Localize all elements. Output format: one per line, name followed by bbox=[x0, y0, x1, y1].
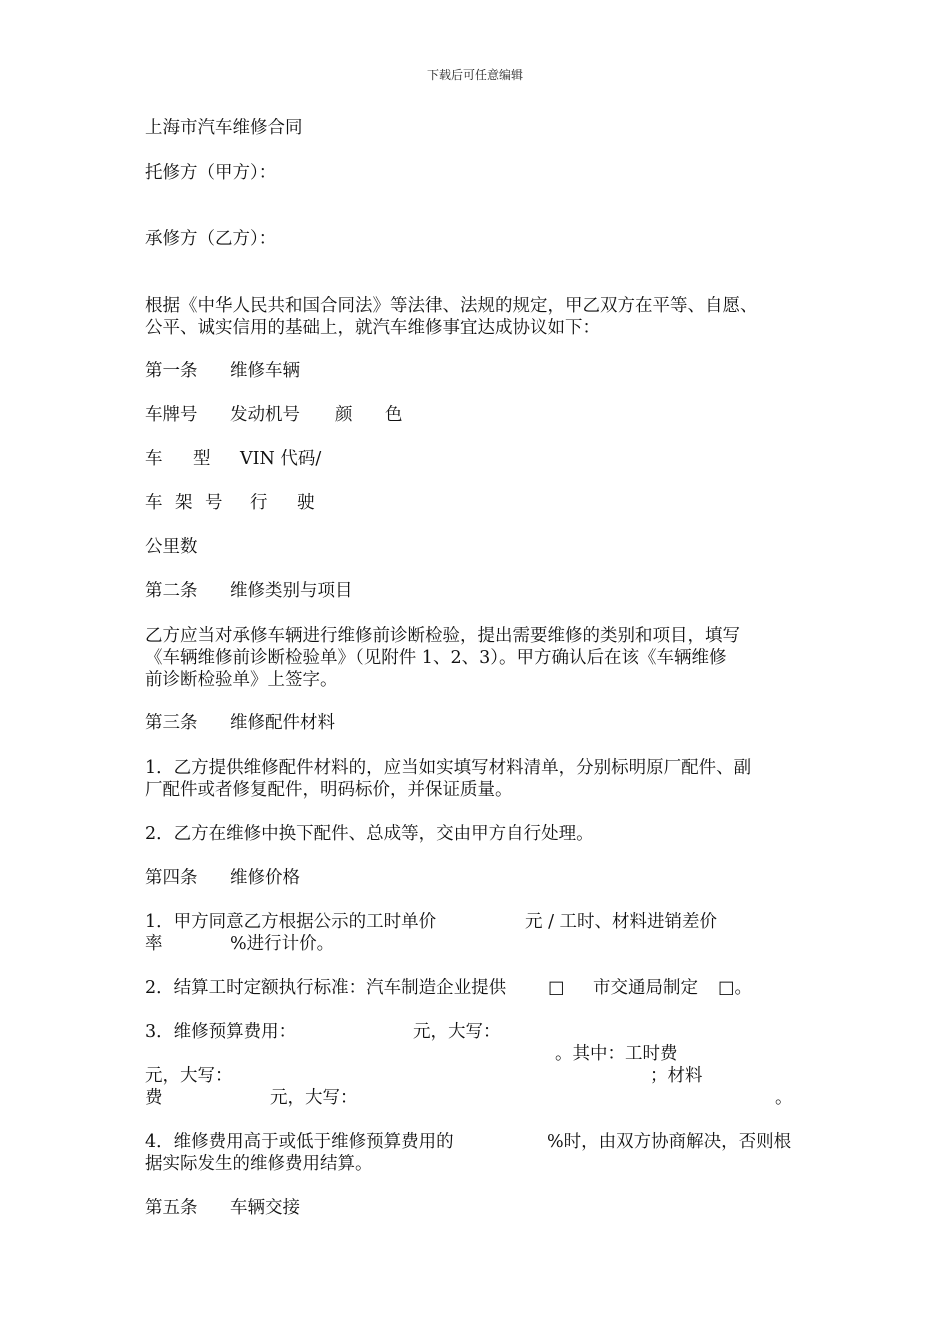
budget-label: 3．维修预算费用： bbox=[145, 1022, 297, 1042]
page-header: 下载后可任意编辑 bbox=[426, 68, 523, 82]
model-label-a: 车 bbox=[145, 449, 163, 469]
article-5-number: 第五条 bbox=[145, 1198, 198, 1218]
contract-title: 上海市汽车维修合同 bbox=[145, 118, 303, 138]
article-1-number: 第一条 bbox=[145, 361, 198, 381]
transport-bureau-text: 市交通局制定 bbox=[593, 978, 698, 998]
plate-label: 车牌号 bbox=[145, 405, 198, 425]
budget-capital-label: 元，大写： bbox=[413, 1022, 501, 1042]
transport-bureau-checkbox[interactable]: □。 bbox=[718, 978, 753, 998]
variance-percent-text: %时，由双方协商解决，否则根 bbox=[547, 1132, 792, 1152]
model-label-b: 型 bbox=[193, 449, 211, 469]
preamble-line-1: 根据《中华人民共和国合同法》等法律、法规的规定，甲乙双方在平等、自愿、 bbox=[145, 296, 758, 316]
preamble-line-2: 公平、诚实信用的基础上，就汽车维修事宜达成协议如下： bbox=[145, 318, 600, 338]
article-2-line-1: 乙方应当对承修车辆进行维修前诊断检验，提出需要维修的类别和项目，填写 bbox=[145, 626, 740, 646]
mileage-label: 公里数 bbox=[145, 537, 198, 557]
article-2-line-2: 《车辆维修前诊断检验单》（见附件 1、2、3）。甲方确认后在该《车辆维修 bbox=[145, 648, 727, 668]
manufacturer-checkbox[interactable]: □ bbox=[548, 978, 565, 998]
frame-label-b: 架 bbox=[175, 493, 193, 513]
period-mark: 。 bbox=[775, 1088, 793, 1108]
frame-label-c: 号 bbox=[205, 493, 223, 513]
article-3-item-1-line-1: 1．乙方提供维修配件材料的，应当如实填写材料清单，分别标明原厂配件、副 bbox=[145, 758, 752, 778]
frame-label-a: 车 bbox=[145, 493, 163, 513]
labor-rate-text: 1．甲方同意乙方根据公示的工时单价 bbox=[145, 912, 437, 932]
rate-label: 率 bbox=[145, 934, 163, 954]
engine-label: 发动机号 bbox=[230, 405, 300, 425]
color-label-a: 颜 bbox=[335, 405, 353, 425]
article-2-number: 第二条 bbox=[145, 581, 198, 601]
drive-label-b: 驶 bbox=[297, 493, 315, 513]
labor-fee-label: 。其中：工时费 bbox=[555, 1044, 678, 1064]
article-2-line-3: 前诊断检验单》上签字。 bbox=[145, 670, 338, 690]
material-fee-label: ；材料 bbox=[650, 1066, 703, 1086]
article-4-title: 维修价格 bbox=[230, 868, 300, 888]
article-1-title: 维修车辆 bbox=[230, 361, 300, 381]
labor-unit-text: 元 / 工时、材料进销差价 bbox=[525, 912, 718, 932]
party-b-label: 承修方（乙方）： bbox=[145, 229, 277, 249]
vin-label: VIN 代码/ bbox=[240, 449, 322, 469]
article-3-item-2: 2．乙方在维修中换下配件、总成等，交由甲方自行处理。 bbox=[145, 824, 594, 844]
article-4-item-4-line-2: 据实际发生的维修费用结算。 bbox=[145, 1154, 373, 1174]
article-4-number: 第四条 bbox=[145, 868, 198, 888]
party-a-label: 托修方（甲方）： bbox=[145, 163, 277, 183]
article-3-item-1-line-2: 厂配件或者修复配件，明码标价，并保证质量。 bbox=[145, 780, 513, 800]
article-3-title: 维修配件材料 bbox=[230, 713, 335, 733]
labor-fee-capital-label: 元，大写： bbox=[145, 1066, 233, 1086]
article-2-title: 维修类别与项目 bbox=[230, 581, 353, 601]
color-label-b: 色 bbox=[385, 405, 403, 425]
material-fee-capital-label: 元，大写： bbox=[270, 1088, 358, 1108]
article-3-number: 第三条 bbox=[145, 713, 198, 733]
article-5-title: 车辆交接 bbox=[230, 1198, 300, 1218]
variance-text: 4．维修费用高于或低于维修预算费用的 bbox=[145, 1132, 454, 1152]
percent-pricing-text: %进行计价。 bbox=[230, 934, 335, 954]
standard-text: 2．结算工时定额执行标准：汽车制造企业提供 bbox=[145, 978, 507, 998]
drive-label-a: 行 bbox=[250, 493, 268, 513]
material-fee-label-cont: 费 bbox=[145, 1088, 163, 1108]
